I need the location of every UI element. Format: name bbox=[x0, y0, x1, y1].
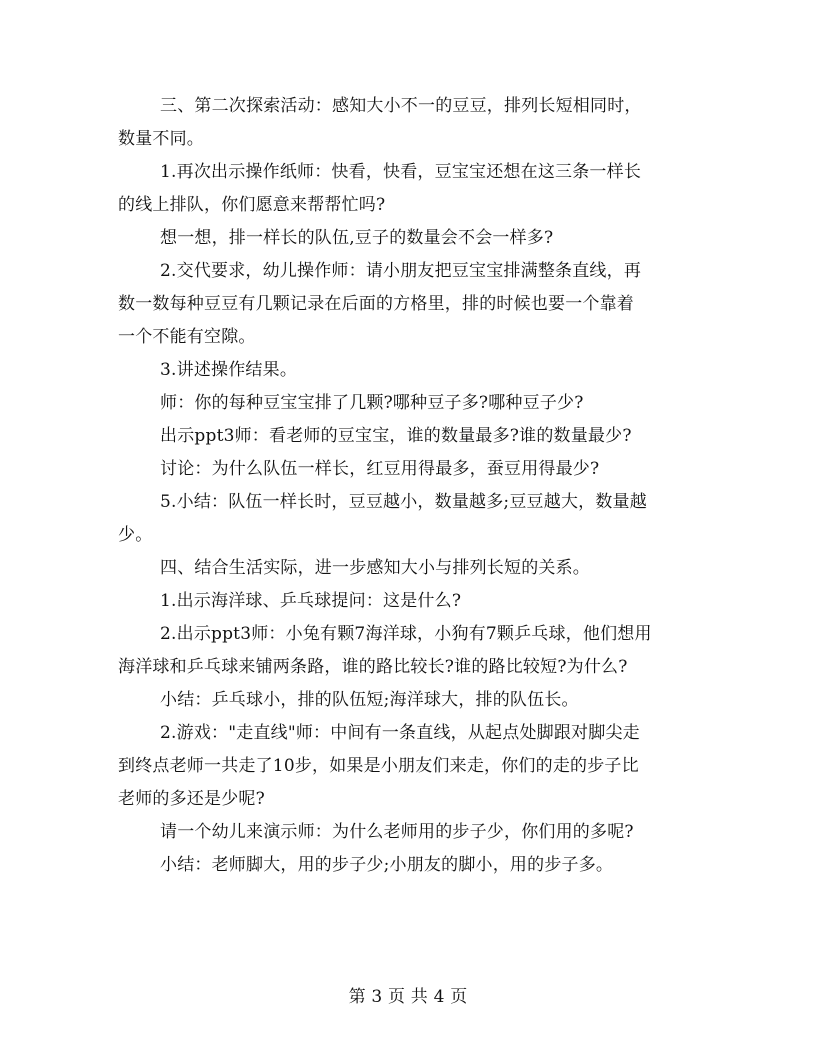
text-line: 5.小结：队伍一样长时，豆豆越小，数量越多;豆豆越大，数量越 bbox=[160, 492, 647, 512]
text-line: 少。 bbox=[118, 525, 153, 545]
text-line: 1.出示海洋球、乒乓球提问：这是什么? bbox=[160, 591, 462, 611]
text-line: 的线上排队，你们愿意来帮帮忙吗? bbox=[118, 195, 386, 215]
text-line: 2.游戏："走直线"师：中间有一条直线，从起点处脚跟对脚尖走 bbox=[160, 723, 640, 743]
text-line: 数一数每种豆豆有几颗记录在后面的方格里，排的时候也要一个靠着 bbox=[118, 294, 634, 314]
document-body bbox=[118, 90, 708, 882]
text-line: 到终点老师一共走了10步，如果是小朋友们来走，你们的走的步子比 bbox=[118, 756, 639, 776]
text-line: 四、结合生活实际，进一步感知大小与排列长短的关系。 bbox=[160, 558, 590, 578]
text-line: 讨论：为什么队伍一样长，红豆用得最多，蚕豆用得最少? bbox=[160, 459, 600, 479]
text-line: 出示ppt3师：看老师的豆宝宝，谁的数量最多?谁的数量最少? bbox=[160, 426, 632, 446]
text-line: 1.再次出示操作纸师：快看，快看，豆宝宝还想在这三条一样长 bbox=[160, 162, 642, 182]
text-line: 2.出示ppt3师：小兔有颗7海洋球，小狗有7颗乒乓球，他们想用 bbox=[160, 624, 652, 644]
text-line: 想一想，排一样长的队伍,豆子的数量会不会一样多? bbox=[160, 228, 554, 248]
page-footer: 第 3 页 共 4 页 bbox=[348, 987, 468, 1007]
text-line: 数量不同。 bbox=[118, 129, 204, 149]
text-line: 3.讲述操作结果。 bbox=[160, 360, 298, 380]
text-line: 海洋球和乒乓球来铺两条路，谁的路比较长?谁的路比较短?为什么? bbox=[118, 657, 628, 677]
text-line: 一个不能有空隙。 bbox=[118, 327, 256, 347]
text-line: 小结：老师脚大，用的步子少;小朋友的脚小，用的步子多。 bbox=[160, 855, 614, 875]
text-line: 三、第二次探索活动：感知大小不一的豆豆，排列长短相同时， bbox=[160, 96, 642, 116]
text-line: 请一个幼儿来演示师：为什么老师用的步子少，你们用的多呢? bbox=[160, 822, 634, 842]
text-line: 老师的多还是少呢? bbox=[118, 789, 265, 809]
text-line: 小结：乒乓球小，排的队伍短;海洋球大，排的队伍长。 bbox=[160, 690, 579, 710]
text-line: 师：你的每种豆宝宝排了几颗?哪种豆子多?哪种豆子少? bbox=[160, 393, 584, 413]
text-line: 2.交代要求，幼儿操作师：请小朋友把豆宝宝排满整条直线，再 bbox=[160, 261, 642, 281]
